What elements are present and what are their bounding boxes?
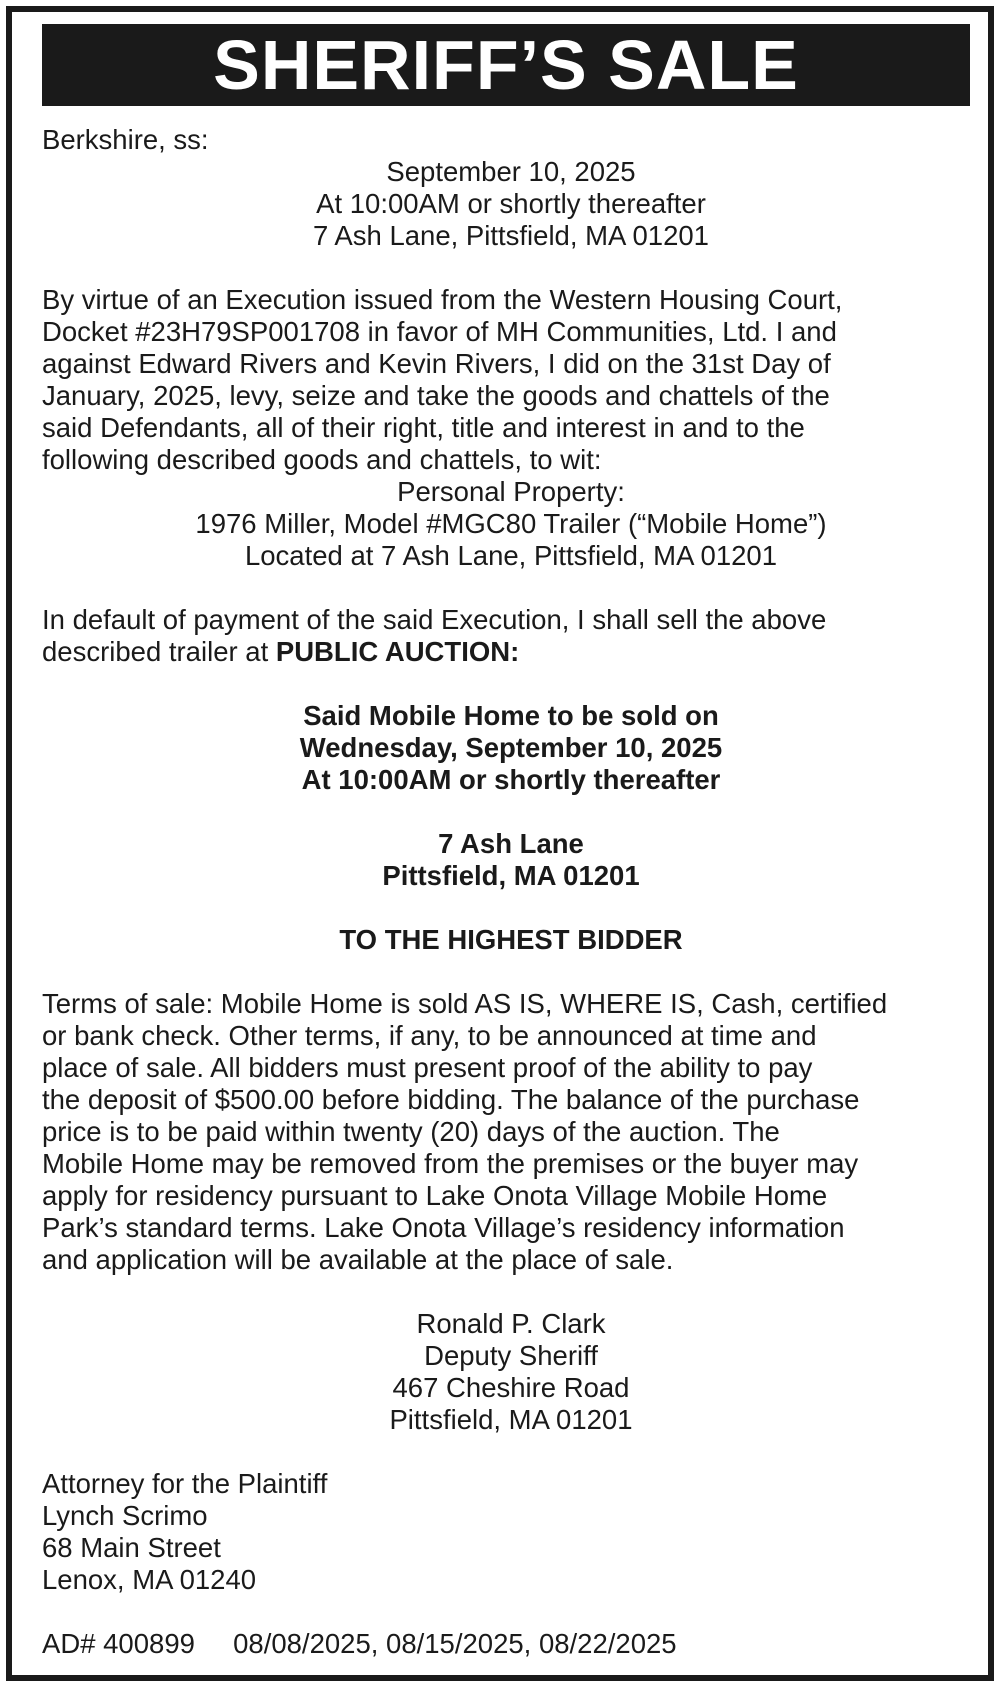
auction-date: Wednesday, September 10, 2025	[299, 732, 723, 763]
terms-line: Park’s standard terms. Lake Onota Village’s residency information	[42, 1212, 845, 1243]
notice-body	[42, 124, 980, 1660]
sheriff-title: Deputy Sheriff	[424, 1340, 598, 1371]
spacer	[42, 956, 980, 988]
terms-line: the deposit of $500.00 before bidding. The balance of the purchase	[42, 1084, 860, 1115]
sheriff-name: Ronald P. Clark	[416, 1308, 606, 1339]
property-description: 1976 Miller, Model #MGC80 Trailer (“Mobile Home”)	[195, 508, 827, 539]
execution-paragraph	[42, 284, 980, 476]
spacer	[42, 796, 980, 828]
terms-line: Terms of sale: Mobile Home is sold AS IS, WHERE IS, Cash, certified	[42, 988, 888, 1019]
legal-notice	[6, 6, 994, 1681]
attorney-city: Lenox, MA 01240	[42, 1564, 257, 1595]
terms-paragraph	[42, 988, 980, 1276]
terms-line: or bank check. Other terms, if any, to be announced at time and	[42, 1020, 817, 1051]
highest-bidder-heading: TO THE HIGHEST BIDDER	[339, 924, 683, 955]
sale-time: At 10:00AM or shortly thereafter	[316, 188, 706, 219]
publication-dates: 08/08/2025, 08/15/2025, 08/22/2025	[233, 1628, 677, 1659]
ad-footer	[42, 1628, 980, 1660]
spacer	[42, 668, 980, 700]
auction-street: 7 Ash Lane	[438, 828, 584, 859]
auction-city: Pittsfield, MA 01201	[382, 860, 640, 891]
default-paragraph	[42, 604, 980, 668]
spacer	[42, 892, 980, 924]
attorney-role: Attorney for the Plaintiff	[42, 1468, 328, 1499]
default-line	[42, 636, 980, 668]
auction-location	[42, 828, 980, 892]
execution-line: following described goods and chattels, to wit:	[42, 444, 602, 475]
ad-number: AD# 400899	[42, 1628, 195, 1659]
execution-line: January, 2025, levy, seize and take the goods and chattels of the	[42, 380, 830, 411]
execution-line: said Defendants, all of their right, title and interest in and to the	[42, 412, 805, 443]
auction-details	[42, 700, 980, 796]
default-line: In default of payment of the said Execution, I shall sell the above	[42, 604, 827, 635]
execution-line: Docket #23H79SP001708 in favor of MH Communities, Ltd. I and	[42, 316, 837, 347]
attorney-name: Lynch Scrimo	[42, 1500, 208, 1531]
spacer	[42, 1436, 980, 1468]
auction-time: At 10:00AM or shortly thereafter	[301, 764, 721, 795]
execution-line: against Edward Rivers and Kevin Rivers, I did on the 31st Day of	[42, 348, 831, 379]
spacer	[42, 252, 980, 284]
terms-line: price is to be paid within twenty (20) days of the auction. The	[42, 1116, 780, 1147]
sheriff-signature	[42, 1308, 980, 1436]
default-line-text: described trailer at	[42, 636, 276, 667]
page-title: SHERIFF’S SALE	[213, 26, 799, 104]
attorney-block	[42, 1468, 980, 1596]
spacer	[42, 572, 980, 604]
sale-address: 7 Ash Lane, Pittsfield, MA 01201	[313, 220, 709, 251]
property-location: Located at 7 Ash Lane, Pittsfield, MA 01201	[244, 540, 778, 571]
attorney-street: 68 Main Street	[42, 1532, 221, 1563]
execution-line: By virtue of an Execution issued from the Western Housing Court,	[42, 284, 843, 315]
public-auction-label: PUBLIC AUCTION:	[275, 636, 520, 667]
terms-line: place of sale. All bidders must present proof of the ability to pay	[42, 1052, 813, 1083]
spacer	[42, 1596, 980, 1628]
title-banner	[42, 24, 970, 106]
auction-line: Said Mobile Home to be sold on	[303, 700, 719, 731]
terms-line: apply for residency pursuant to Lake Onota Village Mobile Home	[42, 1180, 828, 1211]
sale-date: September 10, 2025	[386, 156, 636, 187]
property-heading: Personal Property:	[397, 476, 625, 507]
spacer	[42, 1276, 980, 1308]
county-venue: Berkshire, ss:	[42, 124, 209, 155]
sheriff-street: 467 Cheshire Road	[392, 1372, 630, 1403]
terms-line: Mobile Home may be removed from the premises or the buyer may	[42, 1148, 859, 1179]
sheriff-city: Pittsfield, MA 01201	[389, 1404, 633, 1435]
terms-line: and application will be available at the place of sale.	[42, 1244, 674, 1275]
